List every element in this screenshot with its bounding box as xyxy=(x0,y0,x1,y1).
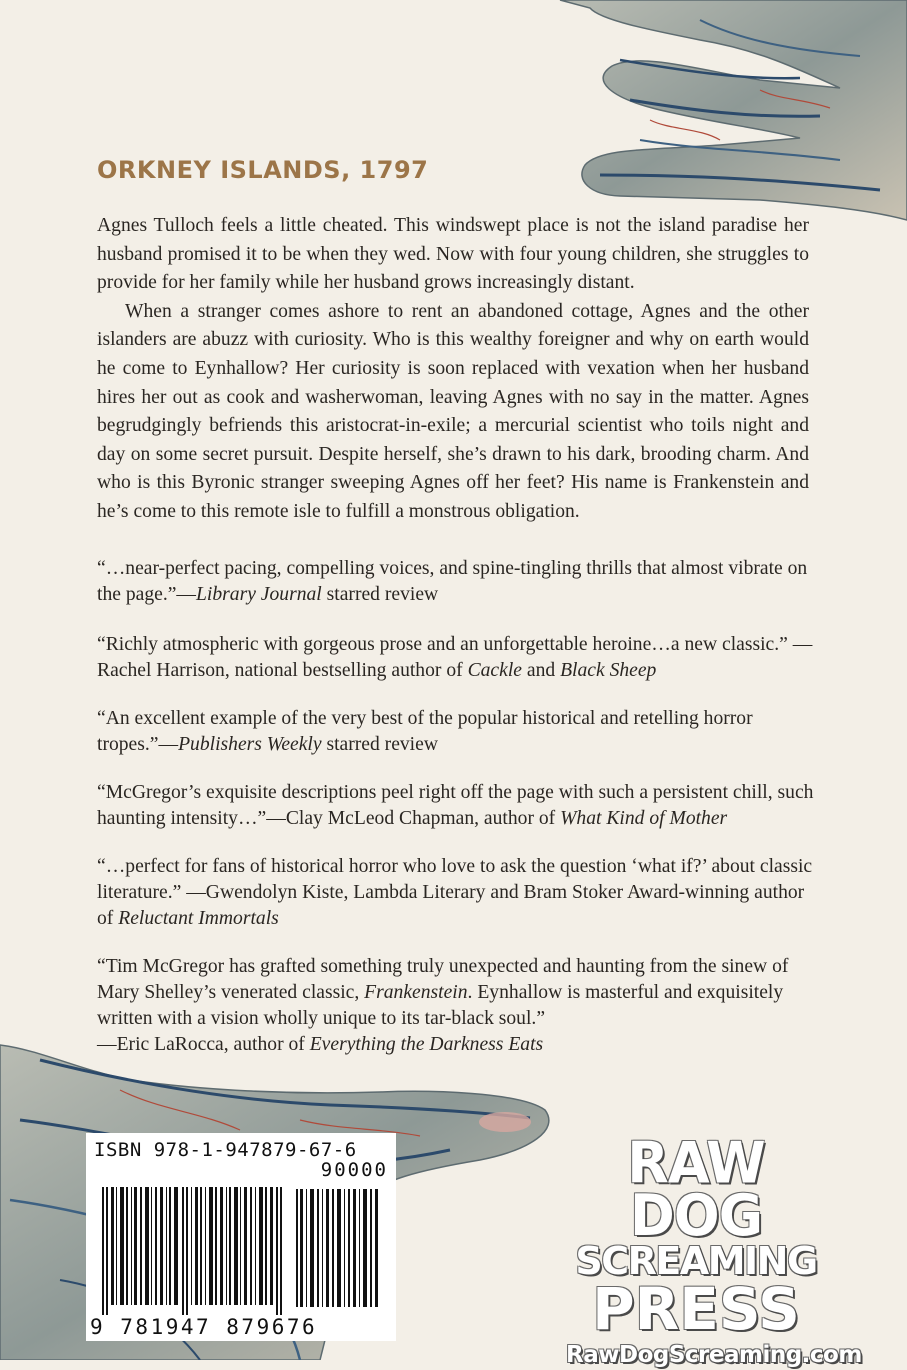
review-quote-3: “An excellent example of the very best of the popular historical and retelling horror tropes.”—Publishers Weekly starred review xyxy=(97,708,753,755)
isbn-label: ISBN 978-1-947879-67-6 xyxy=(94,1139,357,1161)
synopsis-paragraph-2: When a stranger comes ashore to rent an abandoned cottage, Agnes and the other islanders are abuzz with curiosity. Who is this wealthy foreigner and why on earth would he come to Eynhallow? Her curiosity is soon replaced with vexation when her husband hires her out as cook and washerwoman, leaving Agnes with no say in the matter. Agnes begrudgingly befriends this aristocrat-in-exile; a mercurial scientist who toils night and day on some secret pursuit. Despite herself, she’s drawn to his dark, brooding charm. And who is this Byronic stranger sweeping Agnes off her feet? His name is Frankenstein and he’s come to this remote isle to fulfill a monstrous obligation. xyxy=(97,300,809,522)
synopsis xyxy=(97,212,809,527)
publisher-logo xyxy=(566,1130,862,1370)
isbn-barcode xyxy=(86,1133,396,1341)
ean-digits: 9 781947 879676 xyxy=(90,1315,318,1339)
logo-line-3: PRESS xyxy=(592,1275,800,1343)
synopsis-paragraph-1: Agnes Tulloch feels a little cheated. This windswept place is not the island paradise her husband promised it to be when they wed. Now with four young children, she struggles to provide for her family while her husband grows increasingly distant. xyxy=(97,215,809,294)
publisher-url[interactable]: RawDogScreaming.com xyxy=(566,1342,862,1368)
section-heading: ORKNEY ISLANDS, 1797 xyxy=(97,156,429,184)
review-quote-4: “McGregor’s exquisite descriptions peel right off the page with such a persistent chill, such haunting intensity…”—Clay McLeod Chapman, author of What Kind of Mother xyxy=(97,782,814,829)
price-addon-bars xyxy=(296,1189,386,1307)
logo-line-1: RAW DOG xyxy=(627,1130,765,1249)
review-quote-5: “…perfect for fans of historical horror who love to ask the question ‘what if?’ about classic literature.” —Gwendolyn Kiste, Lambda Literary and Bram Stoker Award-winning author of Reluctant Immortals xyxy=(97,856,813,929)
price-code: 90000 xyxy=(320,1159,388,1181)
top-hand-illustration xyxy=(560,0,907,220)
barcode-bars xyxy=(102,1187,286,1315)
review-quote-6: “Tim McGregor has grafted something truly unexpected and haunting from the sinew of Mary Shelley’s venerated classic, Frankenstein. Eynhallow is masterful and exquisitely written with a vision wholly unique to its tar-black soul.” —Eric LaRocca, author of Everything the Darkness Eats xyxy=(97,956,789,1055)
review-quote-1: “…near-perfect pacing, compelling voices, and spine-tingling thrills that almost vibrate on the page.”—Library Journal starred review xyxy=(97,558,808,605)
logo-line-2: SCREAMING xyxy=(575,1239,817,1283)
review-quote-2: “Richly atmospheric with gorgeous prose and an unforgettable heroine…a new classic.” —Rachel Harrison, national bestselling author of Cackle and Black Sheep xyxy=(97,634,813,681)
